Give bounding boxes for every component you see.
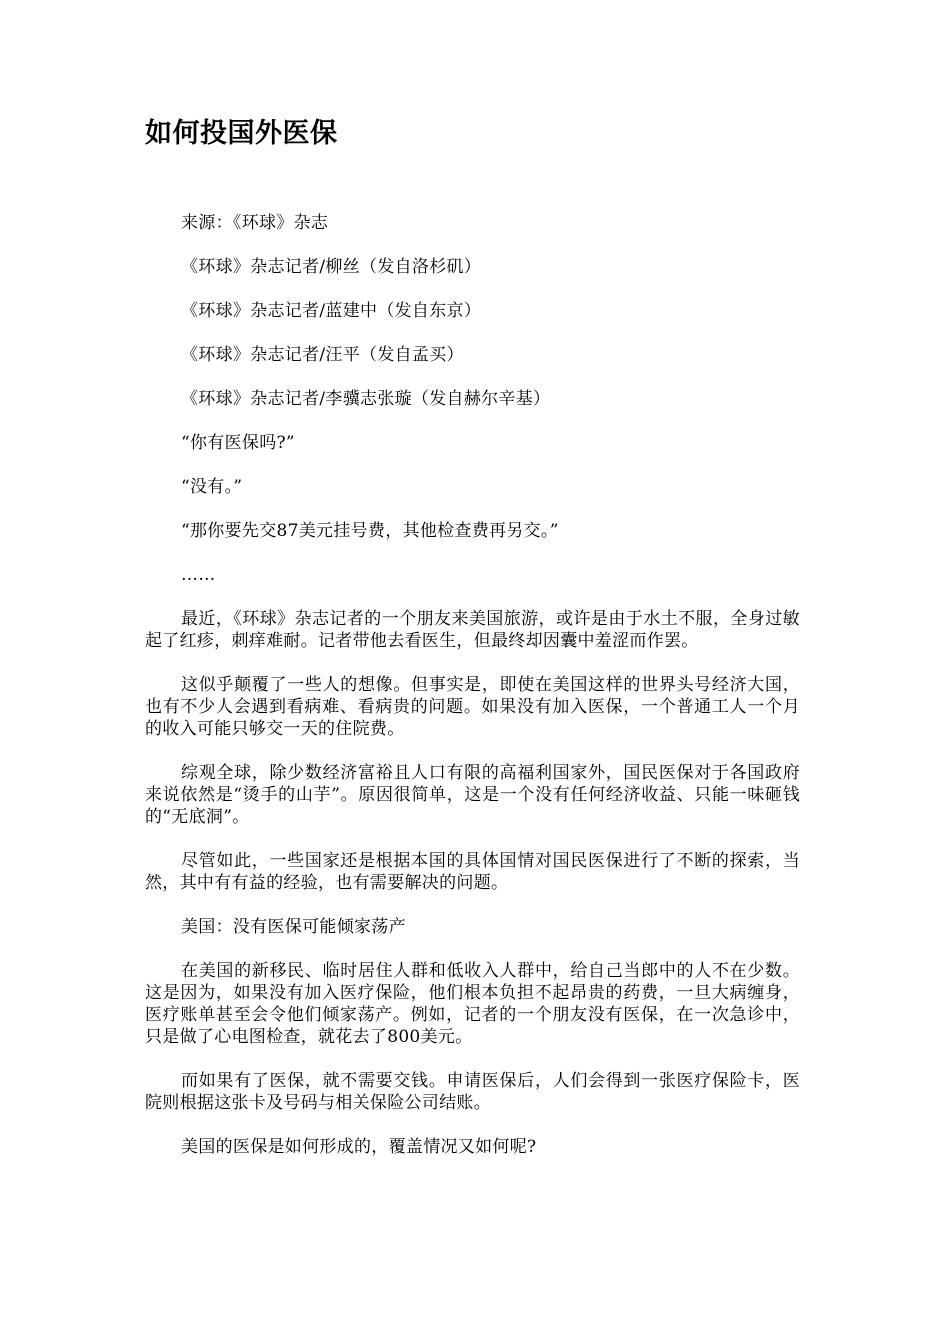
byline-wangping: 《环球》杂志记者/汪平（发自孟买） [181,345,464,365]
section-heading-usa: 美国：没有医保可能倾家荡产 [181,917,406,937]
article-body [145,212,800,1180]
source-line: 来源：《环球》杂志 [181,213,329,233]
paragraph-exploration: 尽管如此，一些国家还是根据本国的具体国情对国民医保进行了不断的探索，当然，其中有有益的经验，也有需要解决的问题。 [145,851,800,893]
paragraph-reality: 这似乎颠覆了一些人的想像。但事实是，即使在美国这样的世界头号经济大国，也有不少人会遇到看病难、看病贵的问题。如果没有加入医保，一个普通工人一个月的收入可能只够交一天的住院费。 [145,675,800,739]
dialogue-question: “你有医保吗?” [181,433,295,453]
paragraph-usa-immigrants: 在美国的新移民、临时居住人群和低收入人群中，给自己当郎中的人不在少数。这是因为，如果没有加入医疗保险，他们根本负担不起昂贵的药费，一旦大病缠身，医疗账单甚至会令他们倾家荡产。例如，记者的一个朋友没有医保，在一次急诊中，只是做了心电图检查，就花去了800美元。 [145,961,800,1047]
dialogue-fee: “那你要先交87美元挂号费，其他检查费再另交。” [181,521,559,541]
document-title: 如何投国外医保 [145,118,338,149]
paragraph-intro: 最近，《环球》杂志记者的一个朋友来美国旅游，或许是由于水土不服，全身过敏起了红疹，刺痒难耐。记者带他去看医生，但最终却因囊中羞涩而作罢。 [145,609,800,651]
ellipsis: …… [181,565,216,585]
paragraph-usa-insurance-card: 而如果有了医保，就不需要交钱。申请医保后，人们会得到一张医疗保险卡，医院则根据这张卡及号码与相关保险公司结账。 [145,1071,800,1113]
byline-lanjianzhong: 《环球》杂志记者/蓝建中（发自东京） [181,301,482,321]
byline-lijizhi-zhangxuan: 《环球》杂志记者/李骥志张璇（发自赫尔辛基） [181,389,551,409]
byline-liusi: 《环球》杂志记者/柳丝（发自洛杉矶） [181,257,482,277]
paragraph-usa-question: 美国的医保是如何形成的，覆盖情况又如何呢? [181,1137,537,1157]
dialogue-answer: “没有。” [181,477,243,497]
paragraph-global: 综观全球，除少数经济富裕且人口有限的高福利国家外，国民医保对于各国政府来说依然是“烫手的山芋”。原因很简单，这是一个没有任何经济收益、只能一味砸钱的“无底洞”。 [145,763,800,827]
